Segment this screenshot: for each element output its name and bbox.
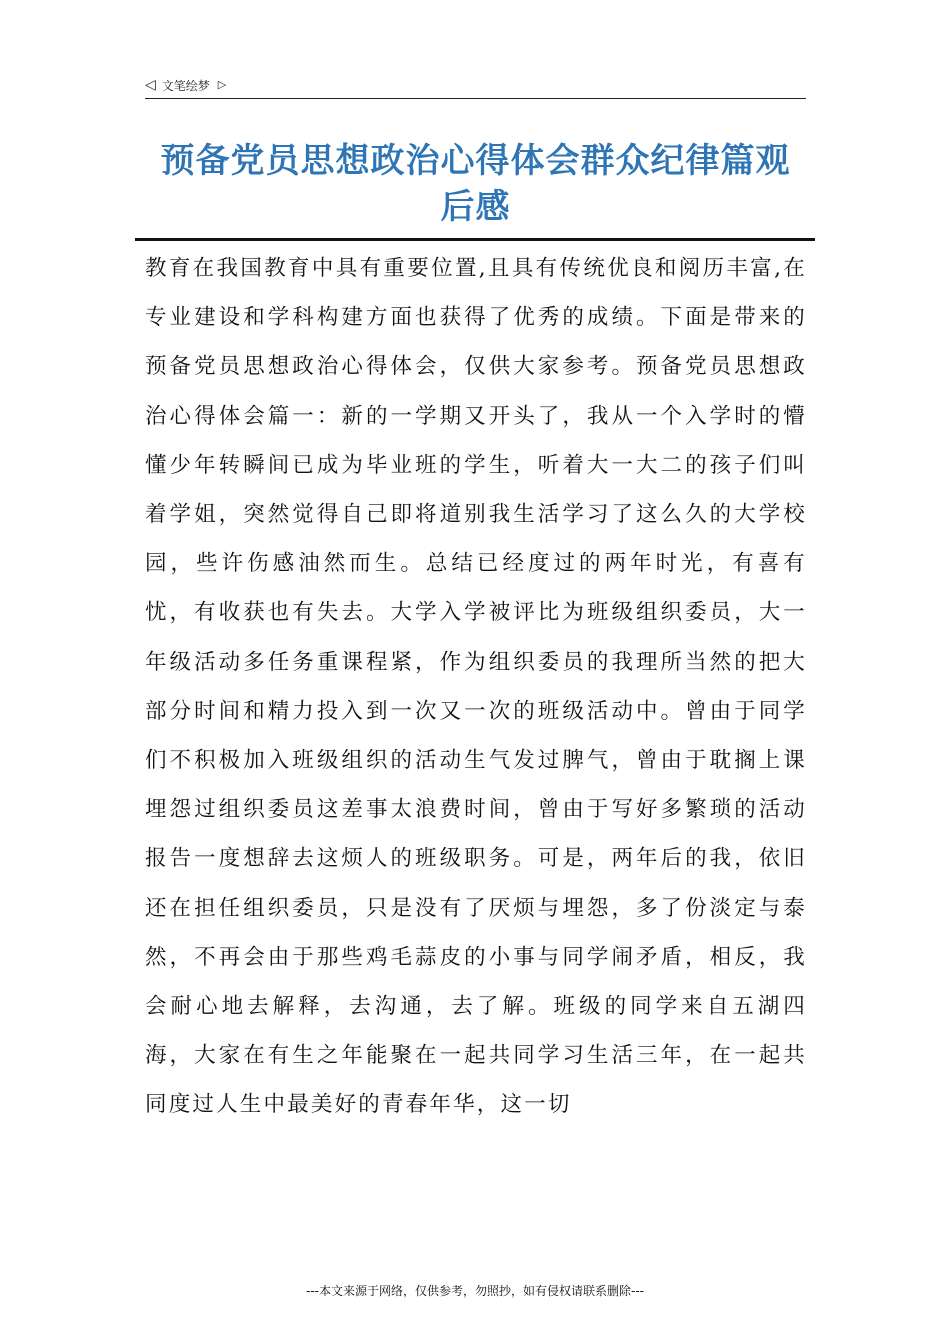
right-triangle-icon: ▷ (217, 78, 227, 91)
document-title: 预备党员思想政治心得体会群众纪律篇观后感 (160, 141, 791, 227)
title-divider (135, 238, 815, 241)
footer-notice: ---本文来源于网络，仅供参考，勿照抄，如有侵权请联系删除--- (306, 1284, 644, 1298)
brand-label: 文笔绘梦 (161, 78, 210, 93)
page-header (145, 74, 805, 96)
document-body: 教育在我国教育中具有重要位置,且具有传统优良和阅历丰富,在专业建设和学科构建方面也获得了优秀的成绩。下面是带来的预备党员思想政治心得体会，仅供大家参考。预备党员思想政治心得体会篇一：新的一学期又开头了，我从一个入学时的懵懂少年转瞬间已成为毕业班的学生，听着大一大二的孩子们叫着学姐，突然觉得自己即将道别我生活学习了这么久的大学校园，些许伤感油然而生。总结已经度过的两年时光，有喜有忧，有收获也有失去。大学入学被评比为班级组织委员，大一年级活动多任务重课程紧，作为组织委员的我理所当然的把大部分时间和精力投入到一次又一次的班级活动中。曾由于同学们不积极加入班级组织的活动生气发过脾气，曾由于耽搁上课埋怨过组织委员这差事太浪费时间，曾由于写好多繁琐的活动报告一度想辞去这烦人的班级职务。可是，两年后的我，依旧还在担任组织委员，只是没有了厌烦与埋怨，多了份淡定与泰然，不再会由于那些鸡毛蒜皮的小事与同学闹矛盾，相反，我会耐心地去解释，去沟通，去了解。班级的同学来自五湖四海，大家在有生之年能聚在一起共同学习生活三年，在一起共同度过人生中最美好的青春年华，这一切 (145, 256, 807, 1118)
left-triangle-icon: ◁ (145, 77, 156, 93)
header-divider (145, 98, 806, 99)
